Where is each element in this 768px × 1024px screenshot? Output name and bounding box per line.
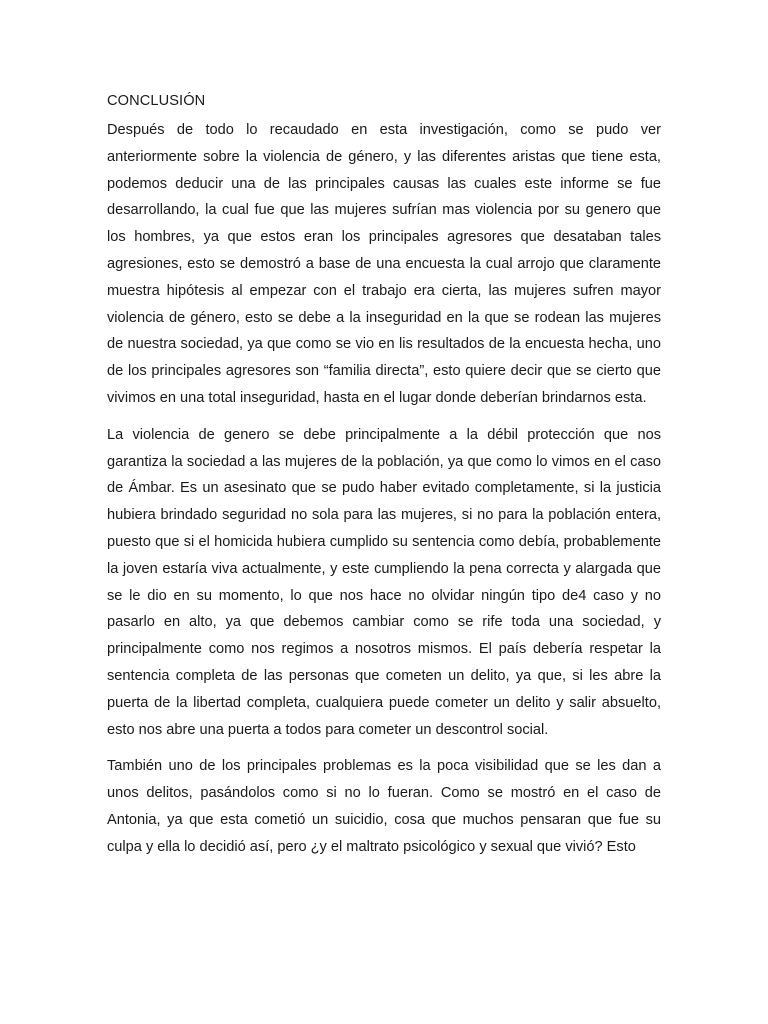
section-heading: CONCLUSIÓN bbox=[107, 93, 206, 109]
paragraph-2: La violencia de genero se debe principalmente a la débil protección que nos garantiza la sociedad a las mujeres de la población, ya que como lo vimos en el caso de Ámbar. Es un asesinato que se pudo haber evitado completamente, si la justicia hubiera brindado seguridad no sola para las mujeres, si no para la población entera, puesto que si el homicida hubiera cumplido su sentencia como debía, probablemente la joven estaría viva actualmente, y este cumpliendo la pena correcta y alargada que se le dio en su momento, lo que nos hace no olvidar ningún tipo de4 caso y no pasarlo en alto, ya que debemos cambiar como se rife toda una sociedad, y principalmente como nos regimos a nosotros mismos. El país debería respetar la sentencia completa de las personas que cometen un delito, ya que, si les abre la puerta de la libertad completa, cualquiera puede cometer un delito y salir absuelto, esto nos abre una puerta a todos para cometer un descontrol social. bbox=[107, 426, 661, 738]
paragraph-1: Después de todo lo recaudado en esta investigación, como se pudo ver anteriormente sobre la violencia de género, y las diferentes aristas que tiene esta, podemos deducir una de las principales causas las cuales este informe se fue desarrollando, la cual fue que las mujeres sufrían mas violencia por su genero que los hombres, ya que estos eran los principales agresores que desataban tales agresiones, esto se demostró a base de una encuesta la cual arrojo que claramente muestra hipótesis al empezar con el trabajo era cierta, las mujeres sufren mayor violencia de género, esto se debe a la inseguridad en la que se rodean las mujeres de nuestra sociedad, ya que como se vio en lis resultados de la encuesta hecha, uno de los principales agresores son “familia directa”, esto quiere decir que se cierto que vivimos en una total inseguridad, hasta en el lugar donde deberían brindarnos esta. bbox=[107, 122, 661, 406]
paragraph-3: También uno de los principales problemas es la poca visibilidad que se les dan a unos delitos, pasándolos como si no lo fueran. Como se mostró en el caso de Antonia, ya que esta cometió un suicidio, cosa que muchos pensaran que fue su culpa y ella lo decidió así, pero ¿y el maltrato psicológico y sexual que vivió? Esto bbox=[107, 758, 661, 855]
document-body bbox=[107, 88, 661, 871]
